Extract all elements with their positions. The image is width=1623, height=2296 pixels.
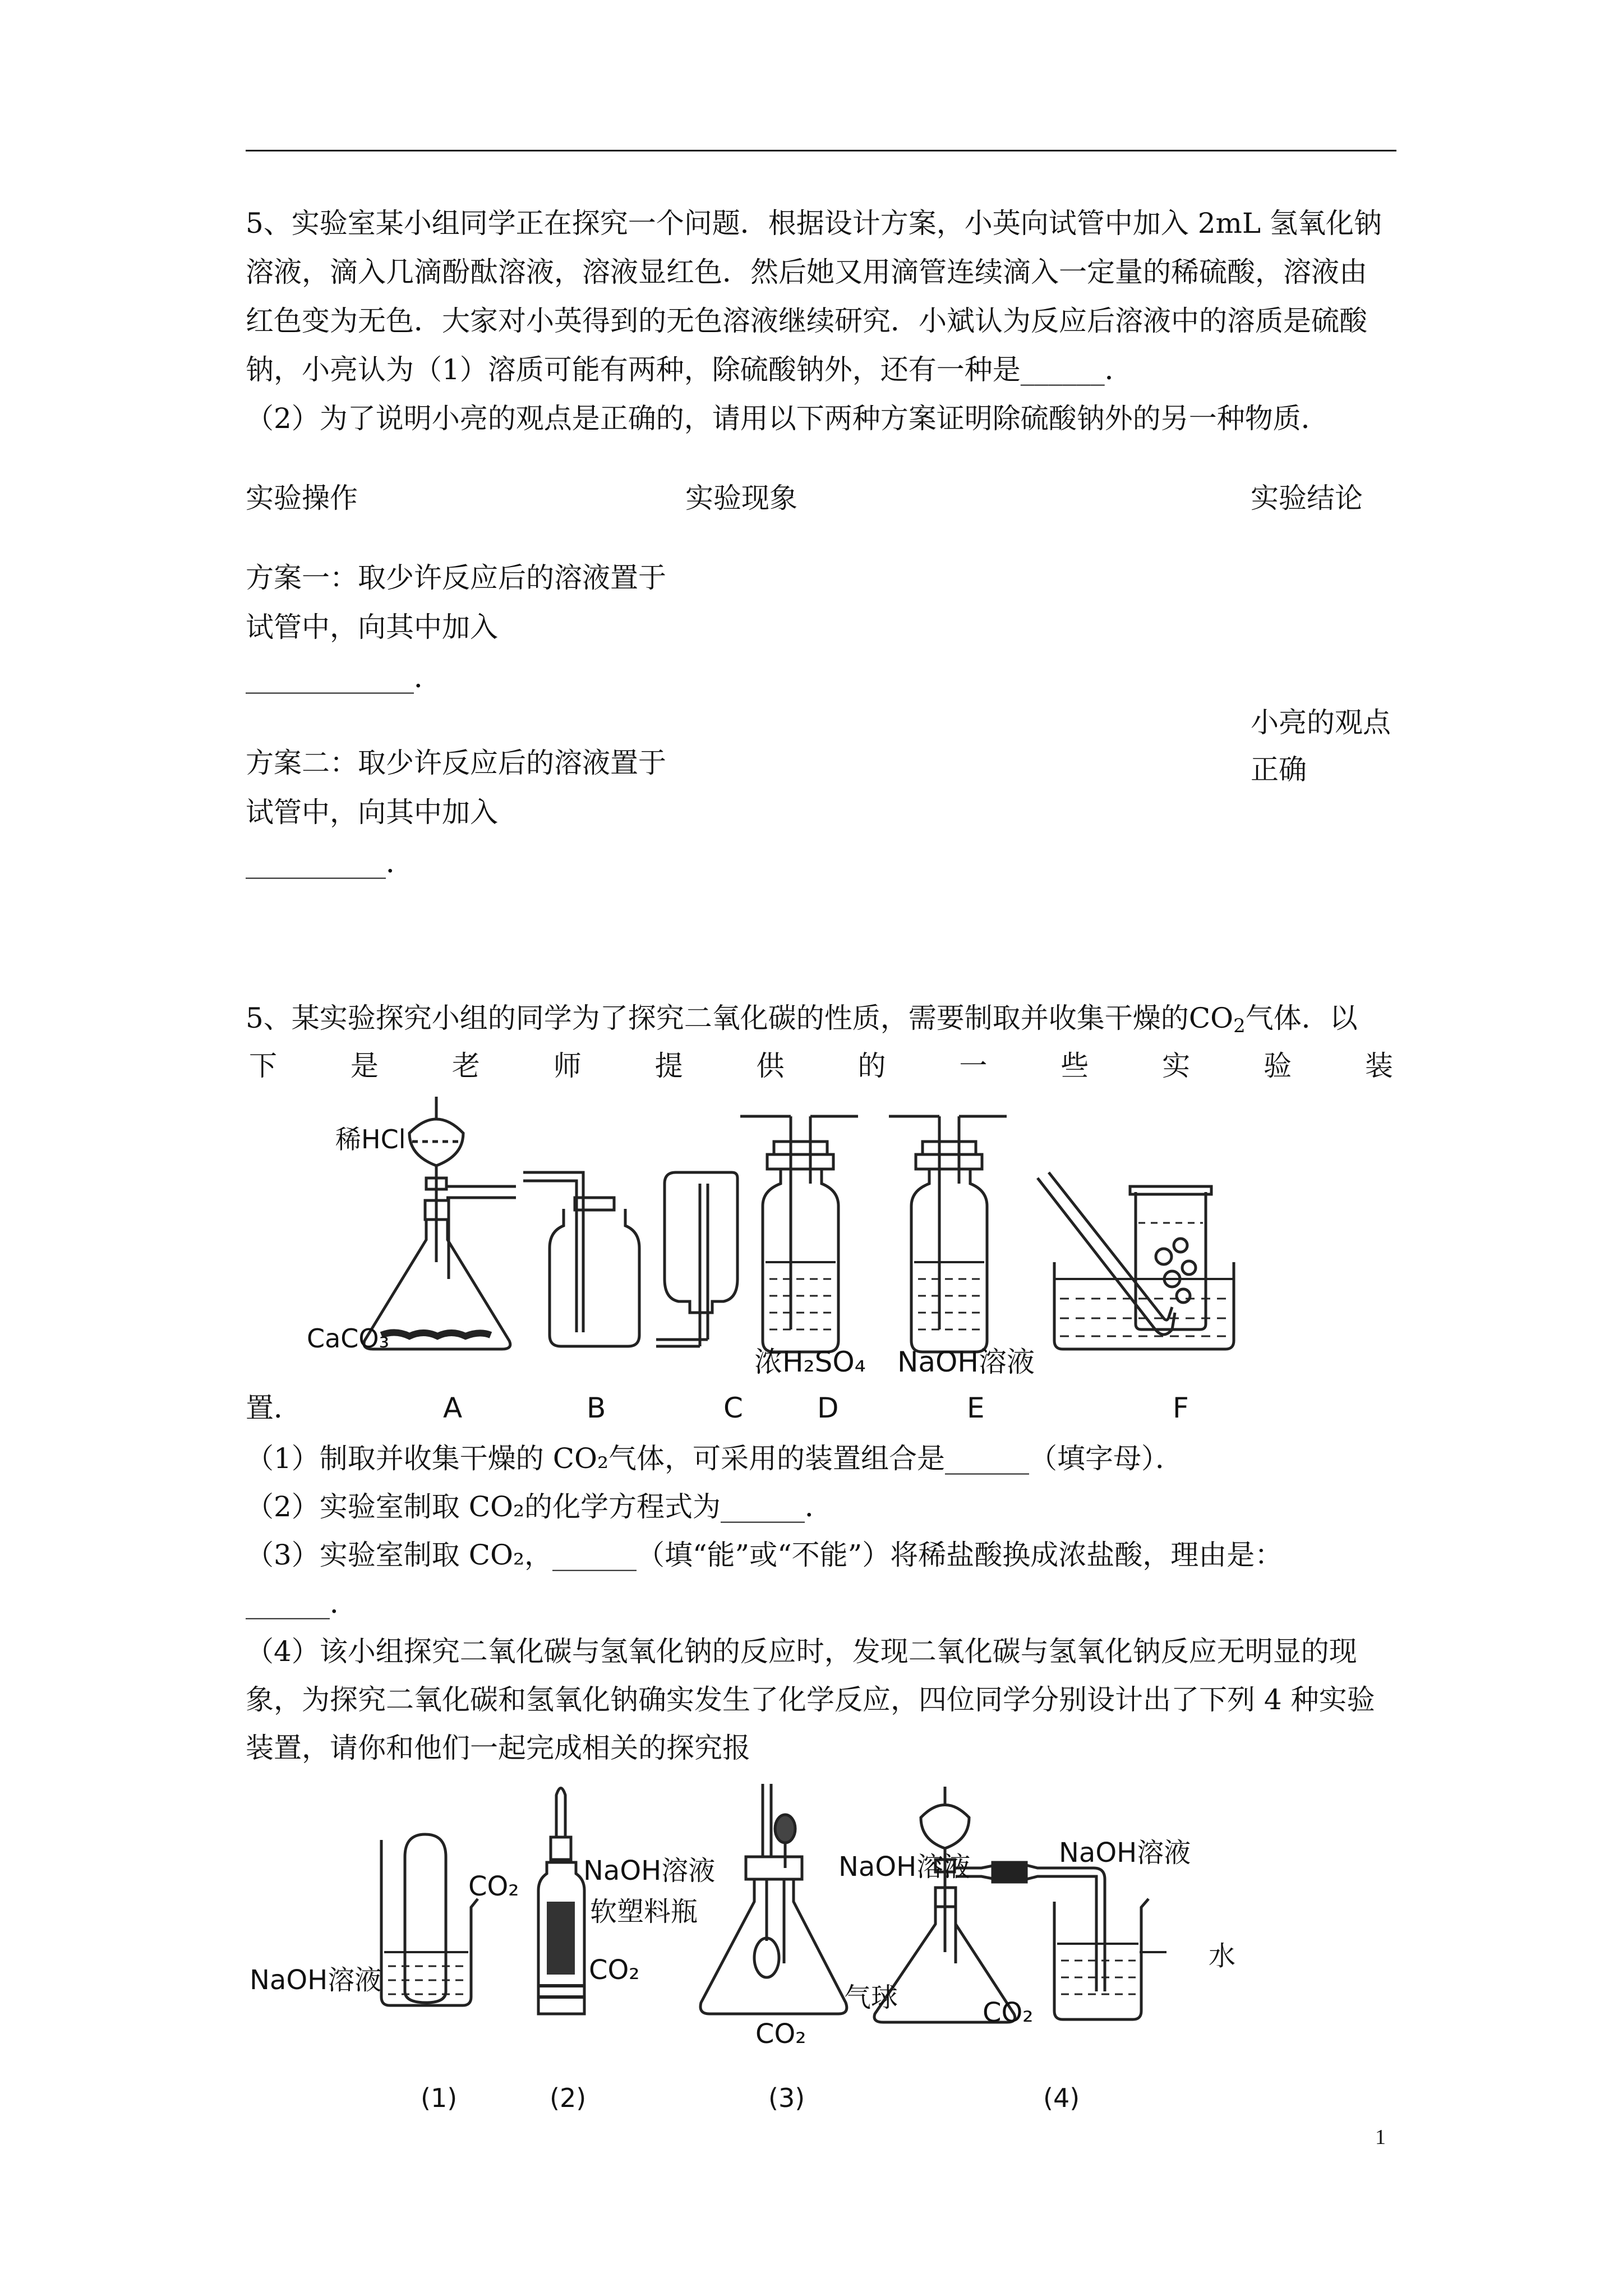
exp3-balloon-label: 气球 — [844, 1982, 898, 2013]
exp2-co2-label: CO₂ — [589, 1954, 640, 1986]
q2-question-4-line-2: 象，为探究二氧化碳和氢氧化钠确实发生了化学反应，四位同学分别设计出了下列 4 种实验 — [246, 1683, 1375, 1716]
q2-question-3: （3）实验室制取 CO₂，______（填“能”或“不能”）将稀盐酸换成浓盐酸，理由是： — [246, 1539, 1283, 1571]
conclusion-line-1: 小亮的观点 — [1251, 706, 1391, 739]
experiment-2-drawing — [538, 1788, 584, 2014]
label-naoh-solution-e: NaOH溶液 — [897, 1346, 1035, 1378]
exp1-naoh-label: NaOH溶液 — [250, 1964, 382, 1996]
exp-number-3: (3) — [768, 2083, 805, 2113]
exp2-bottle-label: 软塑料瓶 — [590, 1896, 698, 1927]
letter-d: D — [817, 1392, 839, 1424]
header-rule — [246, 150, 1396, 151]
exp4-water-label: 水 — [1209, 1940, 1236, 1972]
exp-number-1: (1) — [421, 2083, 458, 2113]
plan1-blank: ____________． — [246, 661, 442, 694]
exp-number-2: (2) — [550, 2083, 587, 2113]
q2-intro: 5、某实验探究小组的同学为了探究二氧化碳的性质，需要制取并收集干燥的$CO_2$气体．以 — [246, 1002, 1358, 1037]
exp4-co2-label: CO₂ — [983, 1997, 1034, 2028]
experiment-4-drawing — [874, 1787, 1166, 2022]
exp4-naoh-label: NaOH溶液 — [1059, 1837, 1191, 1869]
q2-question-4-line-3: 装置，请你和他们一起完成相关的探究报 — [246, 1732, 750, 1764]
q1-line-3: 红色变为无色．大家对小英得到的无色溶液继续研究．小斌认为反应后溶液中的溶质是硫酸 — [246, 305, 1367, 337]
q2-last-char: 置． — [246, 1392, 302, 1424]
apparatus-e-drawing — [889, 1116, 1007, 1352]
apparatus-c-drawing — [656, 1172, 737, 1346]
q1-line-1: 5、实验室某小组同学正在探究一个问题．根据设计方案，小英向试管中加入 2mL 氢氧化钠 — [246, 207, 1382, 240]
q2-question-1: （1）制取并收集干燥的 CO₂气体，可采用的装置组合是______（填字母）． — [246, 1442, 1183, 1475]
label-conc-h2so4: 浓H₂SO₄ — [754, 1346, 866, 1378]
exp3-naoh-label: NaOH溶液 — [838, 1851, 971, 1883]
label-caco3: CaCO₃ — [307, 1323, 390, 1354]
apparatus-d-drawing — [740, 1116, 858, 1352]
label-dilute-hcl: 稀HCl — [335, 1124, 406, 1154]
plan1-line-1: 方案一：取少许反应后的溶液置于 — [246, 562, 666, 594]
exp3-co2-label: CO₂ — [755, 2018, 806, 2050]
experiment-3-drawing — [700, 1784, 847, 2014]
q1-line-4: 钠，小亮认为（1）溶质可能有两种，除硫酸钠外，还有一种是______． — [246, 353, 1133, 386]
q1-line-5: （2）为了说明小亮的观点是正确的，请用以下两种方案证明除硫酸钠外的另一种物质． — [246, 402, 1329, 435]
letter-c: C — [723, 1392, 743, 1424]
q2-question-2: （2）实验室制取 CO₂的化学方程式为______． — [246, 1490, 833, 1523]
exp2-naoh-label: NaOH溶液 — [583, 1855, 716, 1887]
plan2-line-1: 方案二：取少许反应后的溶液置于 — [246, 747, 666, 779]
table-header-phenomenon: 实验现象 — [685, 482, 797, 514]
experiment-1-drawing — [381, 1834, 478, 2005]
q2-question-4-line-1: （4）该小组探究二氧化碳与氢氧化钠的反应时，发现二氧化碳与氢氧化钠反应无明显的现 — [246, 1635, 1357, 1668]
table-header-operation: 实验操作 — [246, 482, 358, 514]
apparatus-f-drawing — [1038, 1172, 1234, 1349]
plan2-line-2: 试管中，向其中加入 — [246, 796, 498, 829]
plan2-blank: __________． — [246, 846, 414, 879]
exp1-co2-label: CO₂ — [468, 1871, 519, 1902]
q2-question-3-cont: ______． — [246, 1587, 358, 1619]
letter-a: A — [443, 1392, 463, 1424]
table-header-conclusion: 实验结论 — [1251, 482, 1363, 514]
q1-line-2: 溶液，滴入几滴酚酞溶液，溶液显红色．然后她又用滴管连续滴入一定量的稀硫酸，溶液由 — [246, 256, 1367, 288]
page-number: 1 — [1375, 2125, 1386, 2149]
plan1-line-2: 试管中，向其中加入 — [246, 611, 498, 643]
apparatus-b-drawing — [523, 1172, 639, 1346]
letter-f: F — [1173, 1392, 1189, 1424]
exp-number-4: (4) — [1043, 2083, 1080, 2113]
letter-b: B — [587, 1392, 606, 1424]
letter-e: E — [967, 1392, 985, 1424]
conclusion-line-2: 正确 — [1251, 753, 1307, 786]
q2-spread-line: 下 是 老 师 提 供 的 一 些 实 验 装 — [249, 1050, 1393, 1082]
